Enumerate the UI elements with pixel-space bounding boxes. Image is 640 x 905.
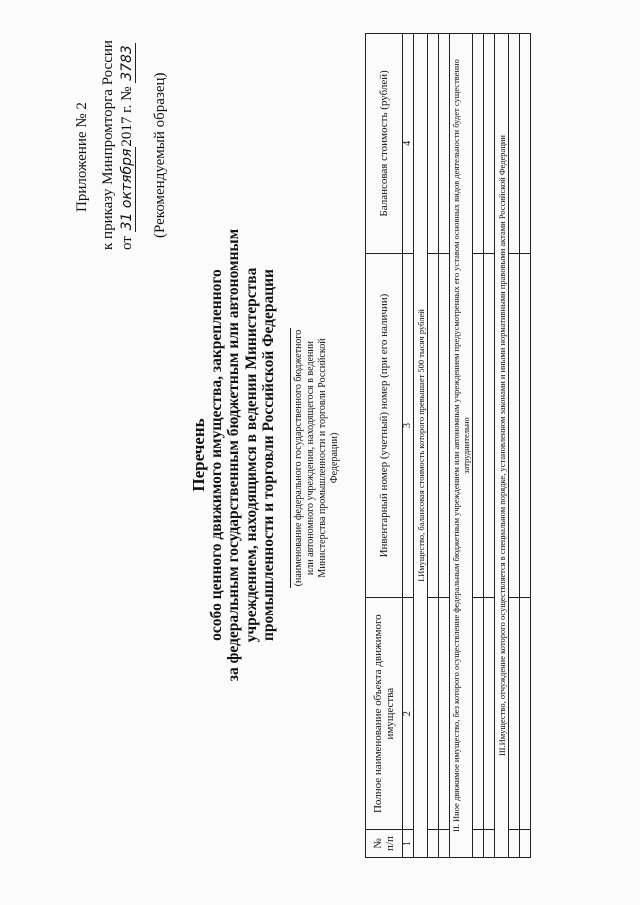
column-numbers-row <box>403 34 414 858</box>
col-header-number: № п/п <box>366 830 403 858</box>
col-header-cost: Балансовая стоимость (рублей) <box>366 34 403 254</box>
institution-blank-line <box>290 328 291 588</box>
table-row <box>520 34 531 858</box>
table-row <box>509 34 520 858</box>
caption-line-3: Министерства промышленности и торговли Российской Федерации) <box>317 338 340 578</box>
appendix-label: Приложение № 2 <box>74 102 90 212</box>
handwritten-date: 31 октября <box>119 148 135 231</box>
col-num-3: 3 <box>403 253 414 598</box>
caption-line-1: (наименование федерального государственного бюджетного <box>293 329 304 587</box>
table-row <box>439 34 450 858</box>
table-row <box>484 34 495 858</box>
year-text: 2017 г. № <box>119 86 135 147</box>
document-title <box>190 195 278 715</box>
col-num-2: 2 <box>403 598 414 830</box>
title-line-3: за федеральным государственным бюджетным или автономным <box>225 228 242 682</box>
table-row <box>428 34 439 858</box>
recommended-sample: (Рекомендуемый образец) <box>152 72 168 238</box>
col-header-name: Полное наименование объекта движимого имущества <box>366 598 403 830</box>
institution-caption <box>293 328 341 588</box>
from-prefix: от <box>119 236 135 250</box>
section-row-2 <box>450 34 473 858</box>
col-num-4: 4 <box>403 34 414 254</box>
title-line-5: промышленности и торговли Российской Федерации <box>260 269 277 641</box>
col-num-1: 1 <box>403 830 414 858</box>
assets-table <box>365 33 531 858</box>
section-row-1 <box>414 34 428 858</box>
handwritten-number: 3783 <box>119 45 135 81</box>
table-header-row <box>366 34 403 858</box>
order-line: к приказу Минпромторга России <box>100 40 116 250</box>
section-1-title: I.Имущество, балансовая стоимость которого превышает 500 тысяч рублей <box>414 34 428 858</box>
title-line-2: особо ценного движимого имущества, закрепленного <box>207 269 225 641</box>
section-row-3 <box>495 34 509 858</box>
section-2-title: II. Иное движимое имущество, без которого осуществление федеральным бюджетным учреждением или автономным учреждением предусмотренных его уставом основных видов деятельности будет существенно затруднительно <box>450 34 473 858</box>
caption-line-2: или автономного учреждения, находящегося в ведении <box>305 340 316 576</box>
title-line-1: Перечень <box>189 418 208 492</box>
section-3-title: III.Имущество, отчуждение которого осуществляется в специальном порядке, установленном законами и иными нормативными правовыми актами Российской Федерации <box>495 34 509 858</box>
col-header-inventory: Инвентарный номер (учетный) номер (при его наличии) <box>366 253 403 598</box>
order-date-line <box>119 43 136 250</box>
title-line-4: учреждением, находящимся в ведении Министерства <box>242 267 260 643</box>
table-row <box>473 34 484 858</box>
